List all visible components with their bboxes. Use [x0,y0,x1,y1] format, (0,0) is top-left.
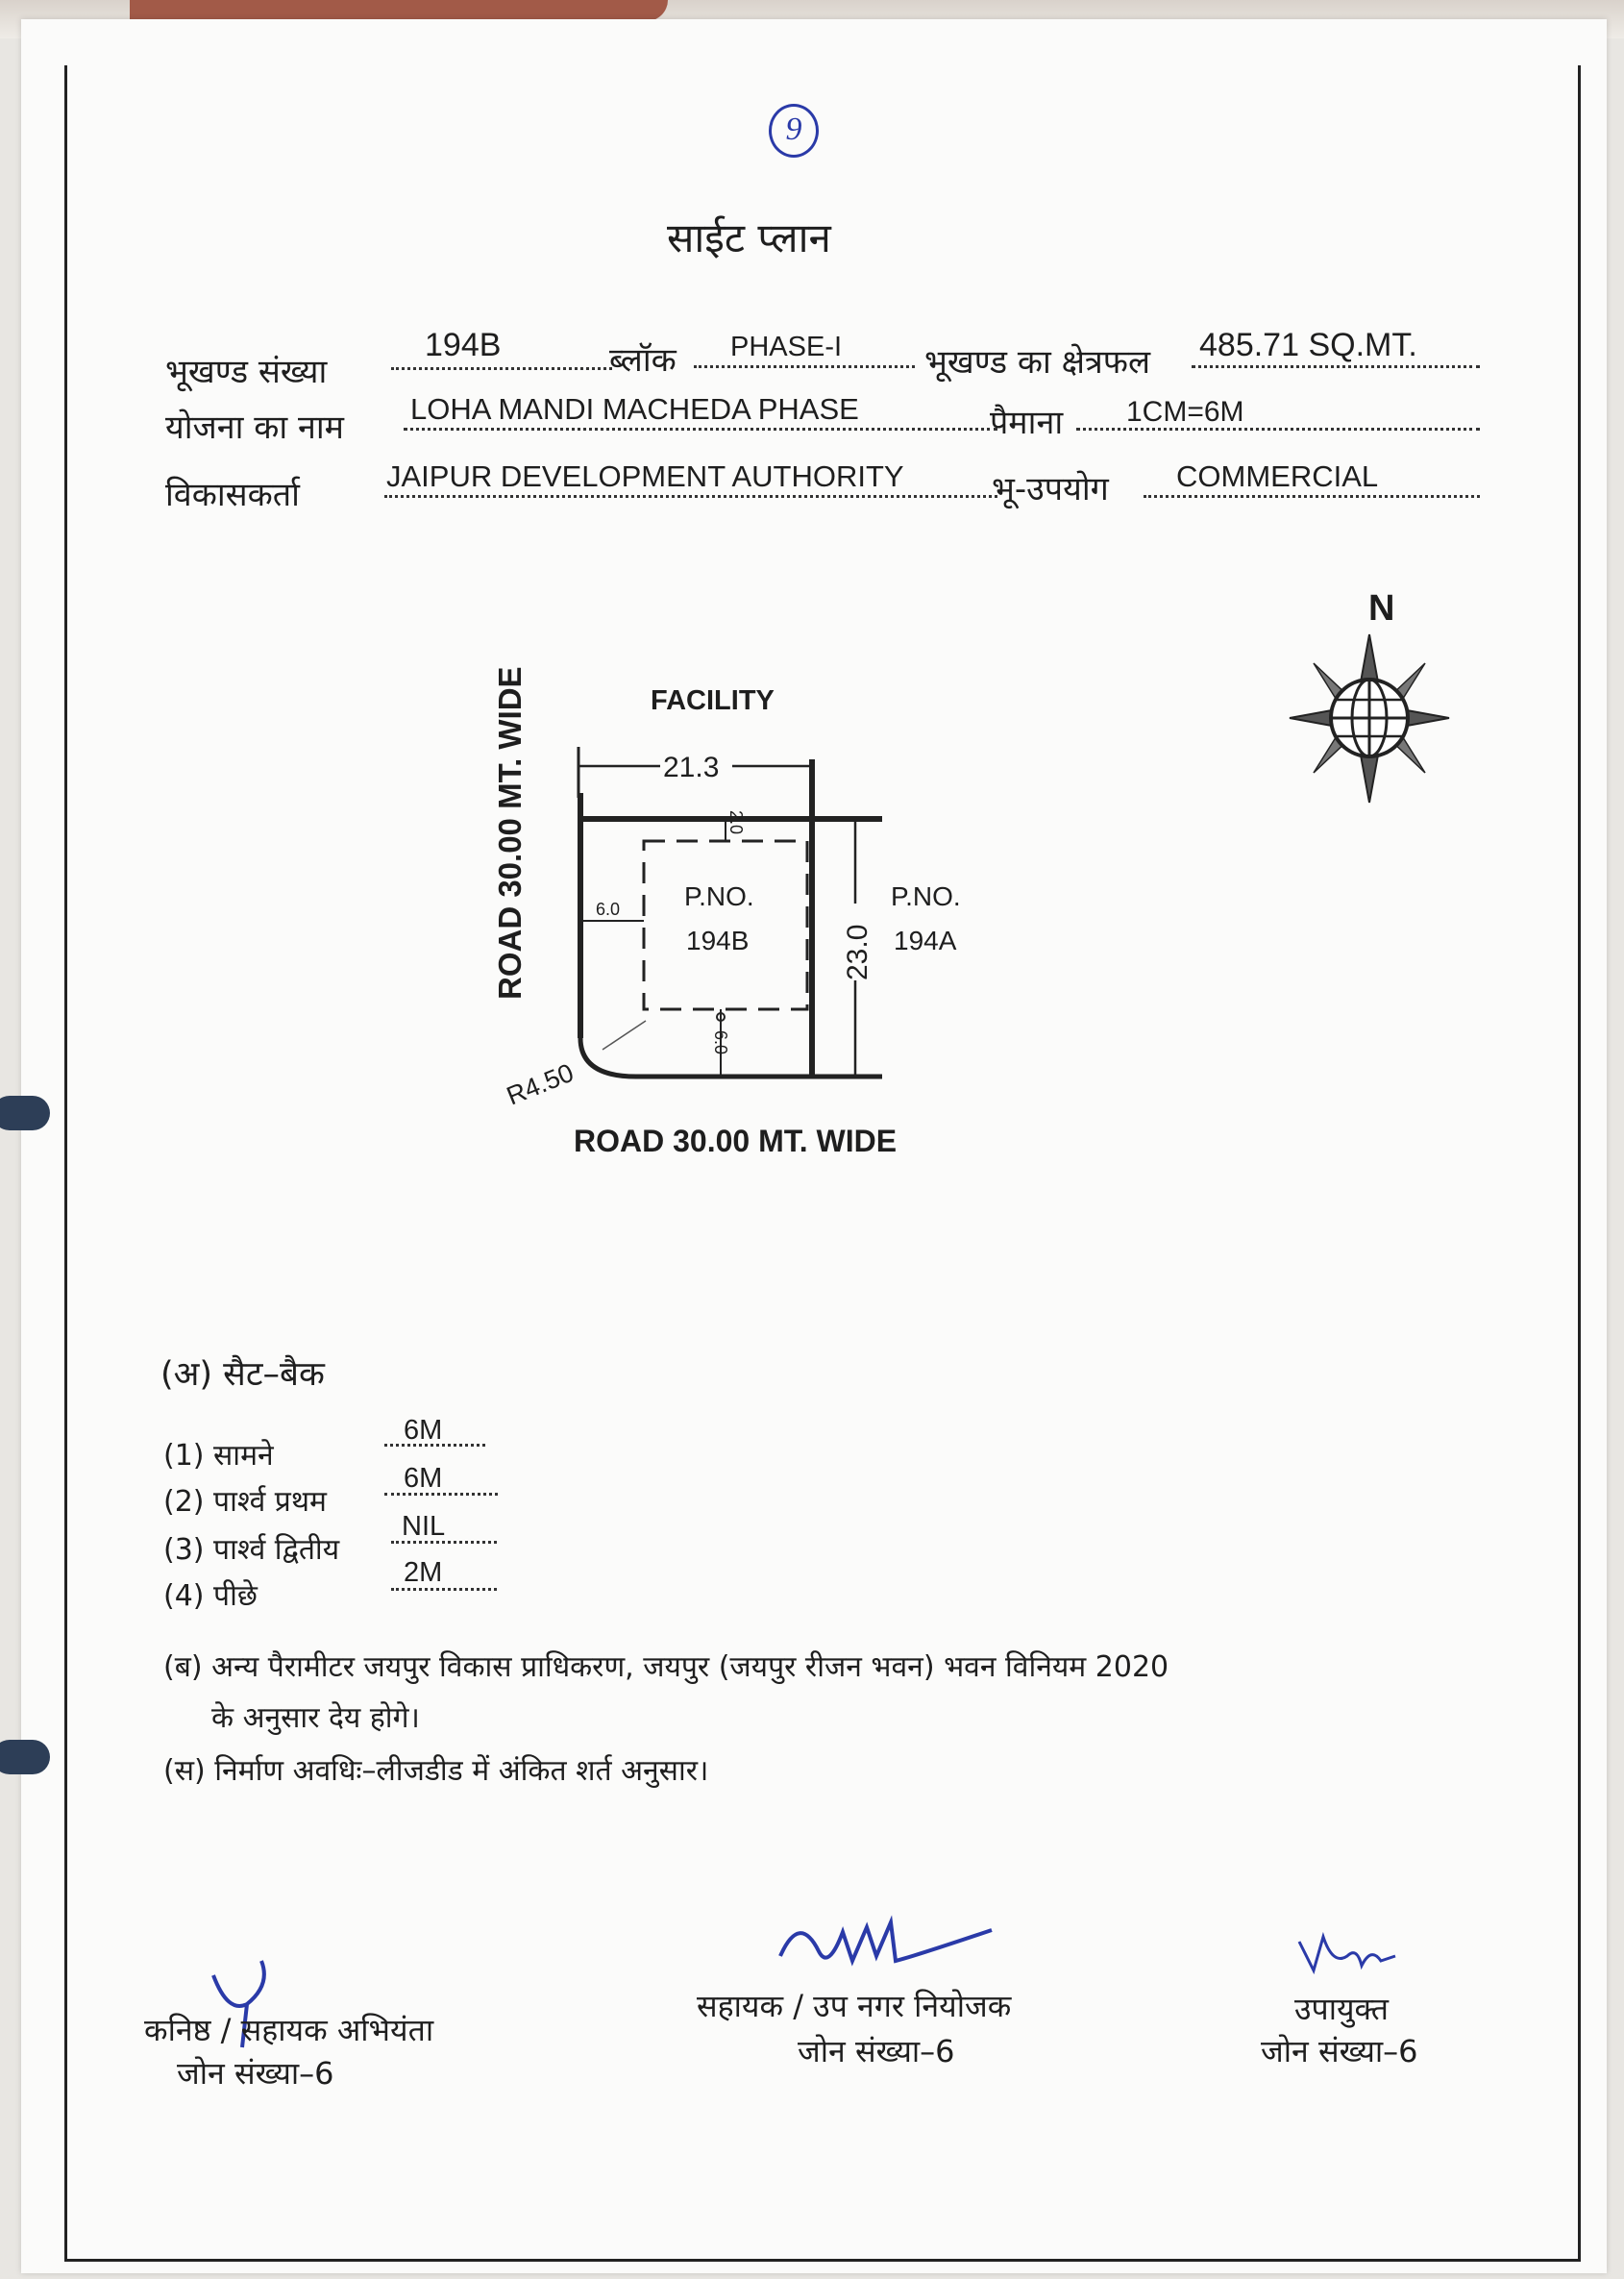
setback-side2-label: (3) पार्श्व द्वितीय [163,1533,340,1567]
dimension-top: 21.3 [663,752,720,783]
dotted-line [1076,428,1480,431]
setback-front-value: 6M [404,1415,443,1446]
setback-rear-label: (4) पीछे [163,1579,258,1613]
sheet-number: 9 [769,104,819,158]
setback-front-label: (1) सामने [163,1439,274,1473]
developer-value: JAIPUR DEVELOPMENT AUTHORITY [386,459,904,493]
plot-label-1: P.NO. [684,881,754,911]
facility-label: FACILITY [651,685,775,716]
setback-side2-value: NIL [402,1511,446,1542]
block-label: ब्लॉक [609,341,677,380]
signature-right-icon [1294,1927,1410,1985]
dotted-line [391,1588,497,1591]
dotted-line [1144,495,1480,498]
landuse-value: COMMERCIAL [1176,459,1379,493]
note-c-line: (स) निर्माण अवधिः–लीजडीड में अंकित शर्त अनुसार। [163,1754,709,1788]
signatory-right-zone: जोन संख्या–6 [1261,2033,1418,2069]
dotted-line [384,1444,485,1447]
area-value: 485.71 SQ.MT. [1199,327,1417,363]
dotted-line [384,1493,498,1496]
site-plan-drawing [21,557,1607,1192]
signatory-middle-title: सहायक / उप नगर नियोजक [697,1988,1012,2024]
dotted-line [391,1541,497,1544]
setback-side1-value: 6M [404,1463,443,1494]
dotted-line [384,495,997,498]
scheme-value: LOHA MANDI MACHEDA PHASE [410,392,859,426]
signatory-middle-zone: जोन संख्या–6 [798,2033,955,2069]
dotted-line [391,367,612,370]
setback-rear-value: 2M [404,1557,443,1588]
setback-top: 2.0 [726,810,746,835]
landuse-label: भू-उपयोग [992,470,1109,508]
setback-bottom: 6.0 [711,1030,730,1055]
corner-radius-label: R4.50 [503,1057,578,1111]
signature-middle-icon [761,1903,1011,1980]
setback-left: 6.0 [596,900,621,919]
signatory-left-zone: जोन संख्या–6 [177,2055,334,2092]
road-left-label: ROAD 30.00 MT. WIDE [492,666,528,1000]
adjacent-plot-label-2: 194A [894,926,957,955]
road-bottom-label: ROAD 30.00 MT. WIDE [574,1124,898,1158]
north-label: N [1368,588,1395,629]
dotted-line [1192,365,1480,368]
area-label: भूखण्ड का क्षेत्रफल [924,343,1150,382]
plot-label-2: 194B [686,926,750,955]
plot-number-value: 194B [425,327,502,363]
setback-heading: (अ) सैट–बैक [160,1355,325,1394]
scheme-label: योजना का नाम [165,409,344,447]
block-value: PHASE-I [730,332,843,362]
note-b-line1: (ब) अन्य पैरामीटर जयपुर विकास प्राधिकरण, जयपुर (जयपुर रीजन भवन) भवन विनियम 2020 [163,1650,1169,1684]
dotted-line [694,365,915,368]
document-page [21,19,1607,2273]
dimension-right: 23.0 [842,924,874,980]
red-cover-edge [130,0,668,21]
north-compass-icon [1290,588,1449,803]
developer-label: विकासकर्ता [165,476,300,514]
adjacent-plot-label-1: P.NO. [891,881,961,911]
setback-side1-label: (2) पार्श्व प्रथम [163,1485,327,1519]
dotted-line [404,428,997,431]
binding-thread-icon [0,1740,50,1774]
signatory-right-title: उपायुक्त [1294,1991,1389,2027]
plot-number-label: भूखण्ड संख्या [165,353,328,391]
page-title: साईट प्लान [667,214,831,261]
scale-label: पैमाना [990,404,1064,442]
signatory-left-title: कनिष्ठ / सहायक अभियंता [144,2012,434,2048]
note-b-line2: के अनुसार देय होगे। [211,1701,420,1735]
scale-value: 1CM=6M [1126,396,1244,428]
